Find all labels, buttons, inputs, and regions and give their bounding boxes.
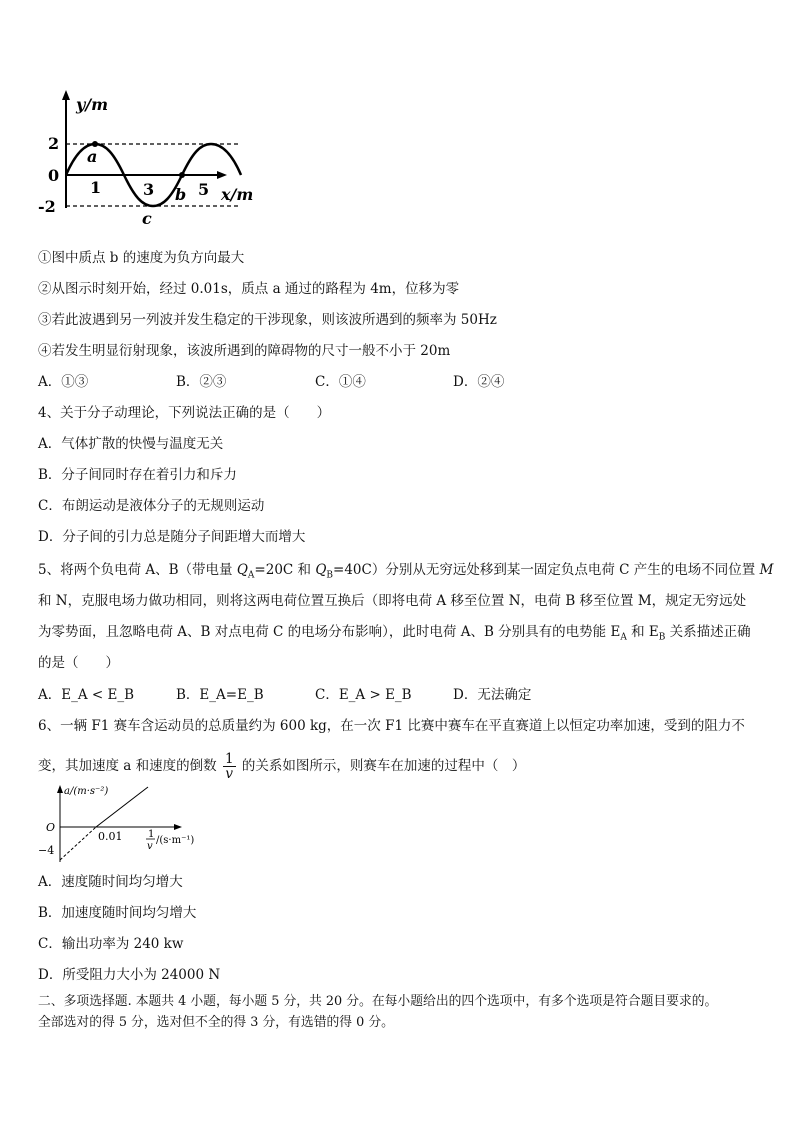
q6-option-a[interactable]: A．速度随时间均匀增大 [38,874,183,890]
q4-option-d[interactable]: D．分子间的引力总是随分子间距增大而增大 [38,529,306,545]
q5-option-c[interactable]: C．E_A > E_B [315,687,412,703]
acceleration-graph [36,782,216,864]
q5-stem-line-3: 为零势面，且忽略电荷 A、B 对点电荷 C 的电场分布影响），此时电荷 A、B 分别具有的电势能 $E_A$ 和 $E_B$ 关系描述正确 [38,624,751,643]
wave-point-c: c [142,209,152,228]
q3-option-c[interactable]: C．①④ [315,374,366,390]
section-2-heading-line-2: 全部选对的得 5 分，选对但不全的得 3 分，有选错的得 0 分。 [38,1015,394,1030]
wave-graph [36,88,266,228]
section-2-heading-line-1: 二、多项选择题. 本题共 4 小题，每小题 5 分，共 20 分。在每小题给出的四个选项中，有多个选项是符合题目要求的。 [38,994,718,1009]
wave-x-tick: 3 [143,180,155,199]
wave-x-axis-label: x/m [221,185,254,204]
wave-x-tick: 5 [198,180,210,199]
q4-stem: 4、关于分子动理论，下列说法正确的是（ ） [38,405,331,421]
wave-point-b: b [175,185,187,204]
wave-y-tick: -2 [38,197,56,216]
q5-option-d[interactable]: D．无法确定 [453,687,532,703]
q3-statement-4: ④若发生明显衍射现象，该波所遇到的障碍物的尺寸一般不小于 20m [38,343,451,359]
q6-option-c[interactable]: C．输出功率为 240 kw [38,936,184,952]
q6-option-d[interactable]: D．所受阻力大小为 24000 N [38,967,221,983]
q5-option-a[interactable]: A．E_A < E_B [38,687,135,703]
q5-stem-line-1: 5、将两个负电荷 A、B（带电量 $Q_A=20C$ 和 $Q_B=40C$）分别从无穷远处移到某一固定负点电荷 C 产生的电场不同位置 M [38,562,774,581]
q4-option-a[interactable]: A．气体扩散的快慢与温度无关 [38,436,224,452]
q6-x-axis-label-unit: /(s·m⁻¹) [156,835,195,846]
q5-stem-line-4: 的是（ ） [38,655,119,671]
wave-y-tick: 2 [48,134,60,153]
q3-statement-2: ②从图示时刻开始，经过 0.01s，质点 a 通过的路程为 4m，位移为零 [38,281,460,297]
q3-option-b[interactable]: B．②③ [176,374,227,390]
q6-x-axis-label-num: 1 [148,829,155,840]
q4-option-c[interactable]: C．布朗运动是液体分子的无规则运动 [38,498,265,514]
q6-y-tick: −4 [38,844,55,857]
wave-x-tick: 1 [90,178,102,197]
q5-stem-line-2: 和 N，克服电场力做功相同，则将这两电荷位置互换后（即将电荷 A 移至位置 N，电荷 B 移至位置 M，规定无穷远处 [38,593,747,609]
q6-x-axis-label-den: v [147,841,153,852]
q6-option-b[interactable]: B．加速度随时间均匀增大 [38,905,197,921]
q6-stem-line-1: 6、一辆 F1 赛车含运动员的总质量约为 600 kg，在一次 F1 比赛中赛车在平直赛道上以恒定功率加速，受到的阻力不 [38,718,745,734]
q6-origin-label: O [46,821,56,834]
q3-statement-3: ③若此波遇到另一列波并发生稳定的干涉现象，则该波所遇到的频率为 50Hz [38,312,497,328]
wave-y-tick: 0 [48,166,60,185]
q3-option-a[interactable]: A．①③ [38,374,89,390]
q3-statement-1: ①图中质点 b 的速度为负方向最大 [38,250,245,266]
q6-stem-line-2: 变，其加速度 a 和速度的倒数 $\frac{1}{v}$ 的关系如图所示，则赛车在加速的过程中（ ） [38,751,526,782]
q6-y-axis-label: a/(m·s⁻²) [64,786,109,797]
q4-option-b[interactable]: B．分子间同时存在着引力和斥力 [38,467,237,483]
wave-point-a: a [87,147,98,166]
wave-y-axis-label: y/m [76,95,109,114]
q5-option-b[interactable]: B．E_A=E_B [176,687,264,703]
q6-fraction: $\frac{1}{v}$ [224,751,234,782]
q3-option-d[interactable]: D．②④ [453,374,505,390]
q6-x-tick: 0.01 [98,830,123,843]
